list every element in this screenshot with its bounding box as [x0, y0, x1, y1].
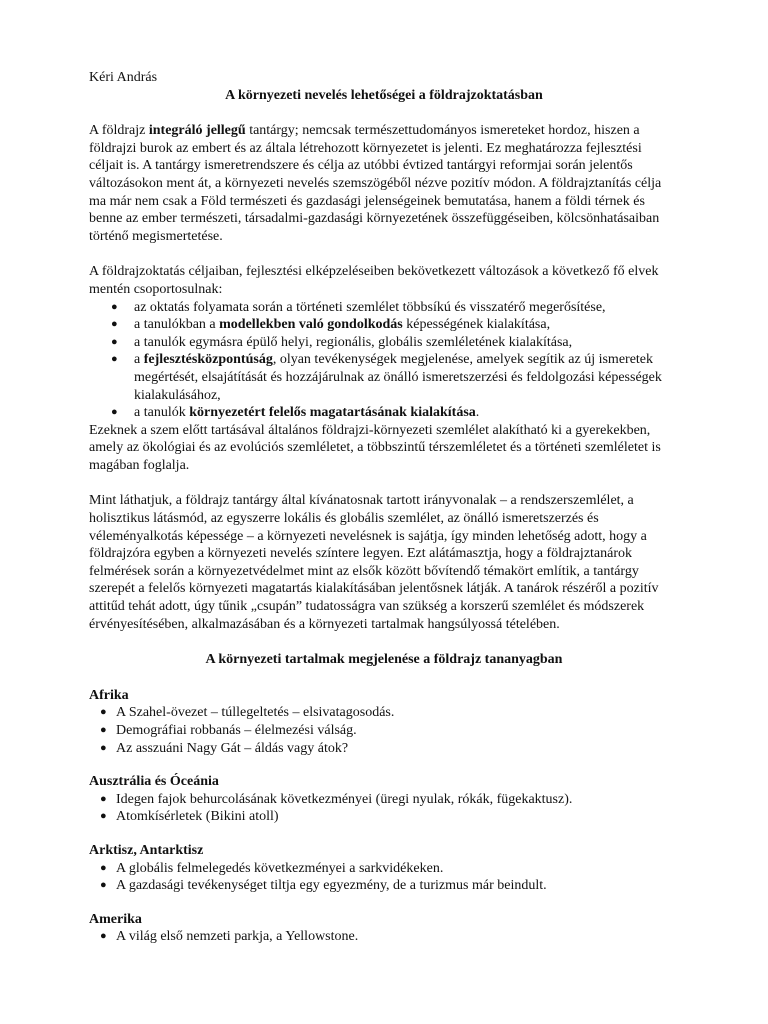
bullet-icon: ● — [111, 335, 118, 348]
list-item — [89, 860, 679, 878]
document-body — [89, 69, 679, 946]
list-item — [89, 791, 679, 809]
paragraph-intro — [89, 122, 679, 245]
principles-list — [89, 299, 679, 422]
region-list-polar — [89, 860, 679, 895]
bullet-icon: ● — [111, 353, 118, 366]
bullet-icon: ● — [111, 406, 118, 419]
bullet-icon: ● — [100, 724, 107, 736]
bullet-icon: ● — [100, 861, 107, 874]
list-item-bold: modellekben való gondolkodás — [219, 317, 403, 333]
region-heading-america: Amerika — [89, 911, 142, 927]
section-title: A környezeti tartalmak megjelenése a földrajz tananyagban — [205, 652, 563, 668]
list-item-text: Idegen fajok behurcolásának következményei (üregi nyulak, rókák, fügekaktusz). — [116, 791, 573, 807]
list-item — [89, 299, 679, 317]
paragraph-principles: A földrajzoktatás céljaiban, fejlesztési elképzeléseiben bekövetkezett változások a következő fő elvek mentén csoportosulnak: — [89, 264, 659, 297]
list-item-text: Az asszuáni Nagy Gát – áldás vagy átok? — [116, 740, 349, 756]
list-item-text: A globális felmelegedés következményei a sarkvidékeken. — [116, 860, 444, 876]
region-heading-africa: Afrika — [89, 687, 129, 703]
paragraph-summary: Ezeknek a szem előtt tartásával általános földrajzi-környezeti szemlélet alakítható ki a gyerekekben, amely az ökológiai és az evolúciós szemléletet, a többszintű térszemléletet és a történeti szemléletet is magában foglalja. — [89, 422, 661, 473]
bullet-icon: ● — [100, 706, 107, 719]
intro-text-start: A földrajz — [89, 123, 149, 139]
list-item-text: a tanulók — [134, 405, 190, 421]
list-item-text: a tanulókban a — [134, 317, 220, 333]
list-item-text-end: , olyan tevékenységek megjelenése, amelyek segítik az új ismeretek megértését, elsajátítását és hozzájárulnak az önálló ismeretszerzési és feldolgozási képességek kialakulásához, — [134, 352, 662, 403]
list-item-text: az oktatás folyamata során a történeti szemlélet többsíkú és visszatérő megerősítése, — [134, 299, 606, 315]
list-item-text: A világ első nemzeti parkja, a Yellowstone. — [116, 929, 359, 945]
bullet-icon: ● — [111, 318, 118, 331]
bullet-icon: ● — [100, 930, 107, 943]
list-item-text-end: képességének kialakítása, — [402, 317, 551, 333]
bullet-icon: ● — [111, 300, 118, 313]
list-item — [89, 808, 679, 826]
list-item — [89, 334, 679, 352]
list-item-text: Atomkísérletek (Bikini atoll) — [116, 809, 279, 825]
region-list-america — [89, 928, 679, 946]
region-list-oceania — [89, 791, 679, 826]
list-item — [89, 740, 679, 758]
bullet-icon: ● — [100, 879, 107, 892]
list-item — [89, 351, 679, 404]
region-list-africa — [89, 704, 679, 757]
bullet-icon: ● — [100, 741, 107, 754]
list-item-text: A gazdasági tevékenységet tiltja egy egyezmény, de a turizmus már beindult. — [116, 878, 547, 894]
list-item-text: a tanulók egymásra épülő helyi, regionális, globális szemléletének kialakítása, — [134, 334, 573, 350]
region-heading-polar: Arktisz, Antarktisz — [89, 842, 204, 858]
intro-bold-term: integráló jellegű — [148, 123, 246, 139]
list-item — [89, 877, 679, 895]
list-item — [89, 316, 679, 334]
bullet-icon: ● — [100, 810, 107, 823]
list-item-text: Demográfiai robbanás – élelmezési válság. — [116, 723, 357, 738]
list-item — [89, 722, 679, 740]
list-item-bold: környezetért felelős magatartásának kialakítása — [189, 405, 476, 421]
list-item-text: a — [134, 352, 144, 368]
region-heading-oceania: Ausztrália és Óceánia — [89, 774, 219, 790]
author-name: Kéri András — [89, 70, 158, 85]
intro-text-rest: tantárgy; nemcsak természettudományos ismereteket hordoz, hiszen a földrajzi burok az embert és az általa létrehozott környezetet is jelenti. Ez meghatározza fejlesztési céljait is. A tantárgy ismeretrendszere és célja az utóbbi évtized tantárgyi reformjai során jelentős változásokon ment át, a környezeti nevelés szemszögéből nézve pozitív módon. A földrajztanítás célja ma már nem csak a Föld természeti és gazdasági jelenségeinek bemutatása, hanem a földi térnek és benne az ember természeti, társadalmi-gazdasági környezetének összefüggéseiben, kölcsönhatásaiban történő megismertetése. — [89, 123, 662, 244]
list-item-bold: fejlesztésközpontúság — [143, 352, 273, 368]
list-item — [89, 928, 679, 946]
list-item — [89, 404, 679, 422]
list-item — [89, 704, 679, 722]
document-title: A környezeti nevelés lehetőségei a földrajzoktatásban — [225, 87, 543, 103]
bullet-icon: ● — [100, 792, 107, 805]
list-item-text-end: . — [475, 405, 480, 421]
paragraph-directions: Mint láthatjuk, a földrajz tantárgy által kívánatosnak tartott irányvonalak – a rendszerszemlélet, a holisztikus látásmód, az egyszerre lokális és globális szemlélet, az önálló ismeretszerzés és véleményalkotás képessége – a környezeti nevelésnek is sajátja, így minden lehetőség adott, hogy a földrajzóra egyben a környezeti nevelés színtere legyen. Ezt alátámasztja, hogy a földrajztanárok felmérések során a környezetvédelmet mint az elsők között bővítendő témakört említik, a tantárgy szerepét a felelős környezeti magatartás kialakításában jelentősnek látják. A tanárok részéről a pozitív attitűd tehát adott, úgy tűnik „csupán” tudatosságra van szükség a korszerű szemlélet és módszerek érvényesítésében, alkalmazásában és a környezeti tartalmak hangsúlyossá tételében. — [89, 493, 659, 632]
list-item-text: A Szahel-övezet – túllegeltetés – elsivatagosodás. — [116, 705, 395, 721]
